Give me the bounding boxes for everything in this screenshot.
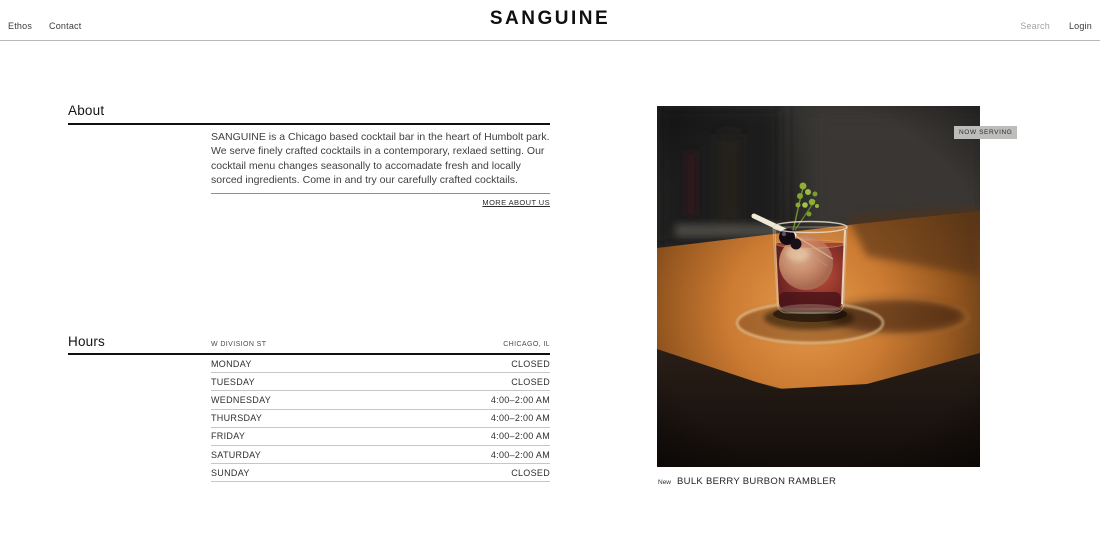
time-label: CLOSED: [511, 358, 550, 369]
nav-item-login[interactable]: Login: [1068, 21, 1092, 31]
hours-table: [211, 355, 550, 482]
time-label: CLOSED: [511, 467, 550, 478]
more-about-us-link[interactable]: MORE ABOUT US: [482, 197, 550, 207]
day-label: THURSDAY: [211, 413, 263, 424]
top-nav: [0, 0, 1100, 41]
time-label: CLOSED: [511, 376, 550, 387]
time-label: 4:00–2:00 AM: [490, 394, 550, 405]
hours-row-thursday: [211, 410, 550, 428]
hours-row-friday: [211, 428, 550, 446]
day-label: WEDNESDAY: [211, 394, 272, 405]
nav-item-search[interactable]: Search: [1020, 21, 1050, 31]
time-label: 4:00–2:00 AM: [490, 449, 550, 460]
time-label: 4:00–2:00 AM: [490, 431, 550, 442]
hours-row-sunday: [211, 464, 550, 482]
day-label: SATURDAY: [211, 449, 262, 460]
day-label: TUESDAY: [211, 376, 255, 387]
hours-section: [68, 334, 550, 482]
day-label: MONDAY: [211, 358, 252, 369]
hours-row-monday: [211, 355, 550, 373]
about-text: SANGUINE is a Chicago based cocktail bar in the heart of Humbolt park. We serve finely crafted cocktails in a contemporary, rexlaed setting. Our cocktail menu changes seasonally to accomadate fresh and locally sorced ingredients. Come in and try our carefully crafted cocktails.: [211, 131, 550, 187]
nav-item-contact[interactable]: Contact: [49, 21, 82, 31]
hours-row-saturday: [211, 446, 550, 464]
new-label: New: [658, 479, 672, 486]
drink-name: BULK BERRY BURBON RAMBLER: [677, 476, 837, 487]
hours-header: [68, 334, 550, 355]
nav-item-ethos[interactable]: Ethos: [8, 21, 33, 31]
about-section: [68, 103, 550, 207]
hours-row-tuesday: [211, 373, 550, 391]
hours-row-wednesday: [211, 391, 550, 409]
now-serving-badge: NOW SERVING: [954, 126, 1017, 139]
about-divider: [211, 193, 550, 194]
hours-city-label: CHICAGO, IL: [503, 341, 550, 348]
featured-drink: [657, 106, 1017, 487]
about-title: About: [68, 103, 105, 118]
drink-caption: [658, 471, 836, 489]
day-label: SUNDAY: [211, 467, 250, 478]
nav-right: [1020, 21, 1092, 31]
day-label: FRIDAY: [211, 431, 246, 442]
about-header: [68, 103, 550, 125]
time-label: 4:00–2:00 AM: [490, 413, 550, 424]
cocktail-photo: [657, 106, 980, 467]
hours-title: Hours: [68, 334, 106, 349]
brand-logo[interactable]: SANGUINE: [489, 8, 611, 29]
hours-street-label: W DIVISION ST: [211, 341, 267, 348]
